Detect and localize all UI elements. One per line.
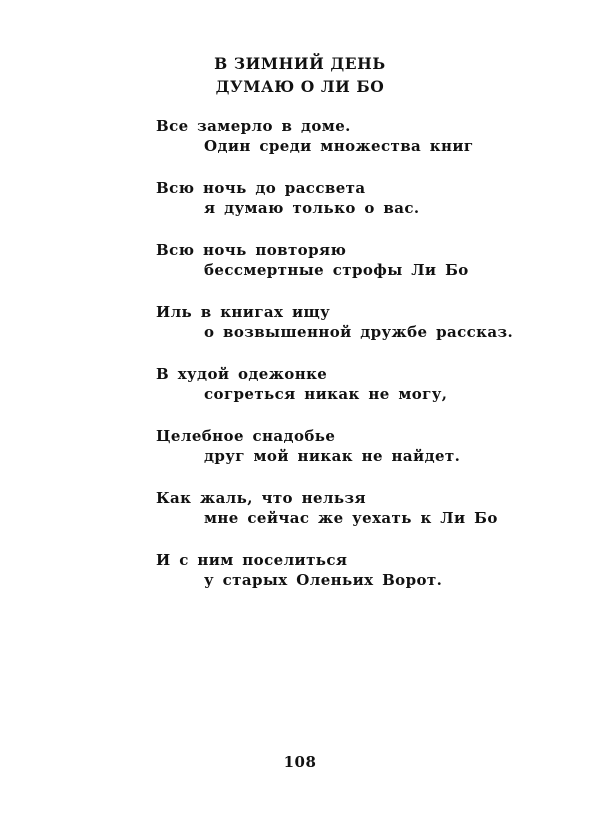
stanza-line-first: Как жаль, что нельзя	[156, 489, 366, 507]
stanza-line-first: Целебное снадобье	[156, 427, 336, 445]
stanza-line-first: Всю ночь повторяю	[156, 241, 347, 259]
stanza-line-first: Все замерло в доме.	[156, 117, 351, 135]
stanza-line-second: у старых Оленьих Ворот.	[204, 571, 443, 589]
page-number: 108	[283, 753, 317, 771]
stanza-line-second: согреться никак не могу,	[204, 385, 448, 403]
poem-title-line-2: ДУМАЮ О ЛИ БО	[215, 77, 385, 96]
stanza-line-second: я думаю только о вас.	[204, 199, 420, 217]
stanza-line-first: Иль в книгах ищу	[156, 303, 331, 321]
stanza-line-first: Всю ночь до рассвета	[156, 179, 366, 197]
stanza-line-first: И с ним поселиться	[156, 551, 348, 569]
stanza-line-second: друг мой никак не найдет.	[204, 447, 461, 465]
stanza-line-first: В худой одежонке	[156, 365, 328, 383]
stanza-line-second: мне сейчас же уехать к Ли Бо	[204, 509, 498, 527]
stanza-line-second: о возвышенной дружбе рассказ.	[204, 323, 514, 341]
stanza-line-second: бессмертные строфы Ли Бо	[204, 261, 469, 279]
stanza-line-second: Один среди множества книг	[204, 137, 474, 155]
poem-title-line-1: В ЗИМНИЙ ДЕНЬ	[214, 54, 386, 73]
